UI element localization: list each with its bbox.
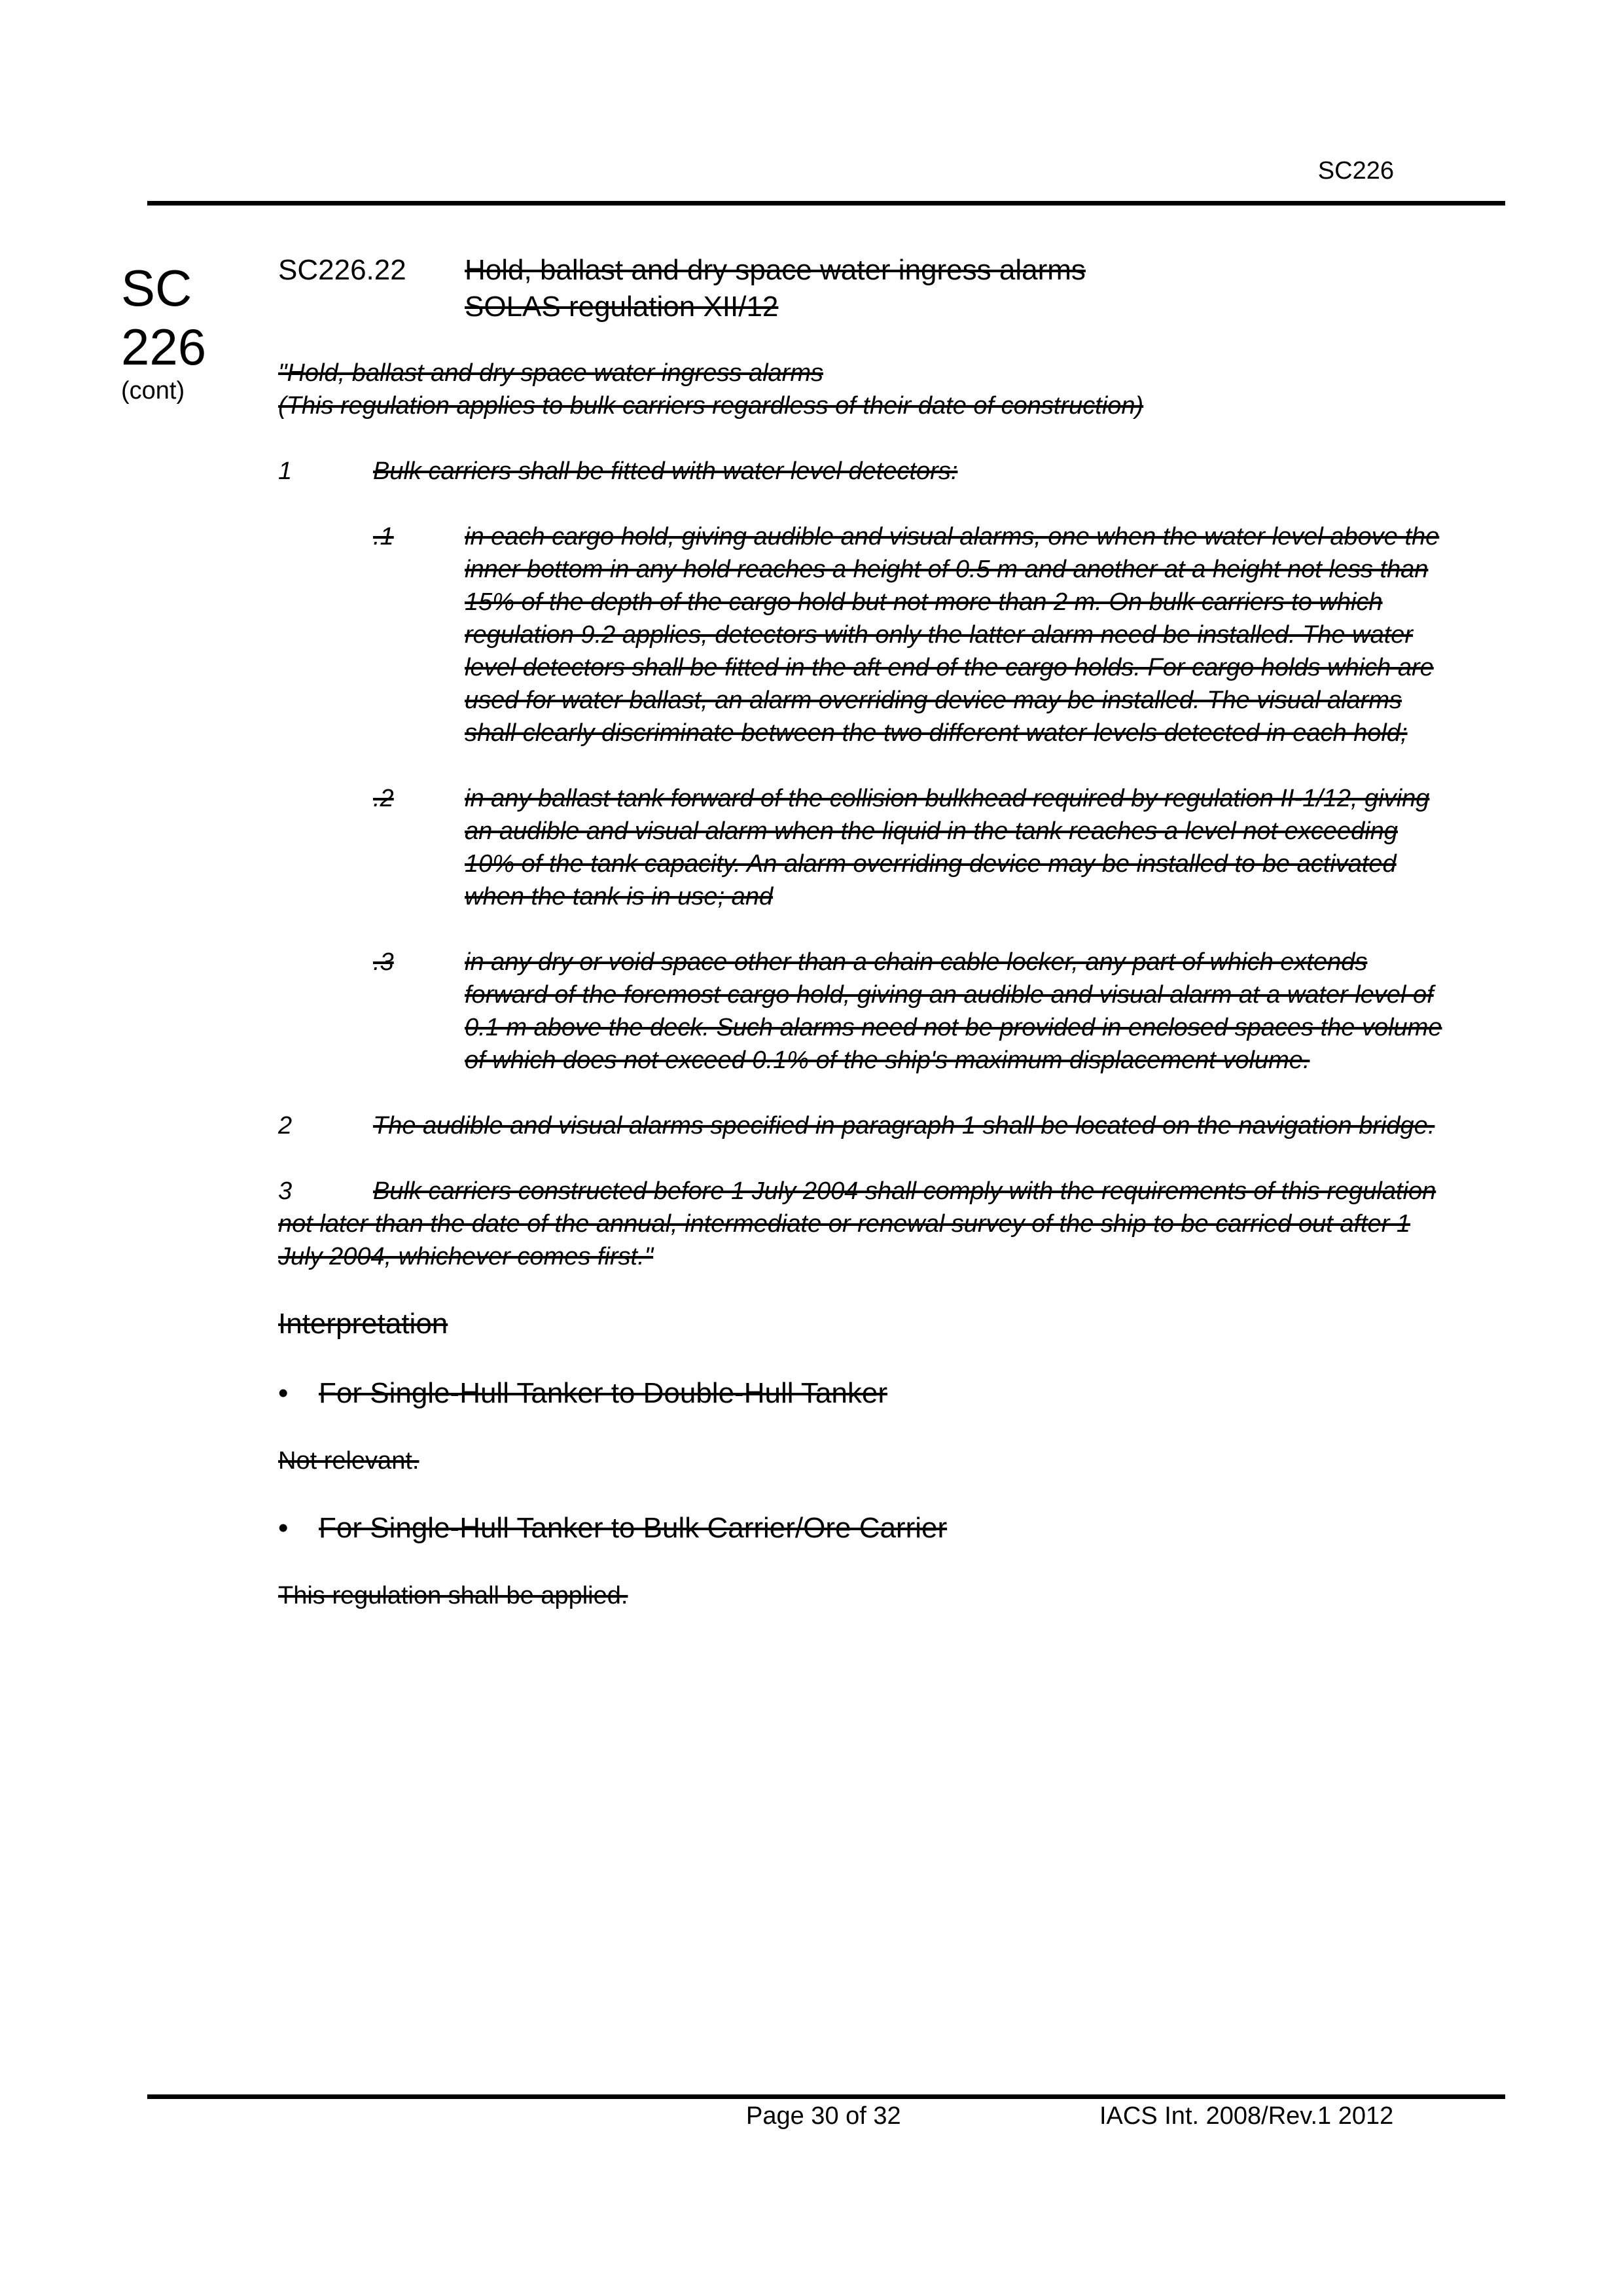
section-title-row bbox=[278, 252, 1453, 289]
quote-applies: (This regulation applies to bulk carriers regardless of their date of construction) bbox=[278, 392, 1144, 420]
bullet-item-2-text: For Single-Hull Tanker to Bulk Carrier/Ore Carrier bbox=[319, 1512, 948, 1544]
footer-page-number: Page 30 of 32 bbox=[746, 2102, 901, 2130]
sub-item-1 bbox=[373, 520, 1453, 749]
section-subtitle: SOLAS regulation XII/12 bbox=[465, 291, 779, 323]
sub-item-1-number: .1 bbox=[373, 523, 394, 550]
interpretation-heading: Interpretation bbox=[278, 1308, 448, 1340]
bullet-item-1-text: For Single-Hull Tanker to Double-Hull Tanker bbox=[319, 1377, 887, 1409]
sub-item-3-text: in any dry or void space other than a chain cable locker, any part of which extends forward of the foremost cargo hold, giving an audible and visual alarm at a water level of 0.1 m above the deck. Such alarms need not be provided in enclosed spaces the volume of which does not exceed 0.1% of the ship's maximum displacement volume. bbox=[465, 948, 1442, 1074]
side-label-number: 226 bbox=[121, 318, 207, 376]
paragraph-2 bbox=[278, 1109, 1453, 1142]
section-number: SC226.22 bbox=[278, 254, 406, 286]
header-rule bbox=[147, 201, 1505, 206]
bullet-item-1 bbox=[278, 1375, 1453, 1412]
footer-reference: IACS Int. 2008/Rev.1 2012 bbox=[1099, 2102, 1394, 2130]
sub-item-2-text: in any ballast tank forward of the collision bulkhead required by regulation II-1/12, giving an audible and visual alarm when the liquid in the tank reaches a level not exceeding 10% of the tank capacity. An alarm overriding device may be installed to be activated when the tank is in use; and bbox=[465, 785, 1430, 910]
interpretation-text-2: This regulation shall be applied. bbox=[278, 1582, 628, 1609]
bullet-icon: • bbox=[278, 1512, 289, 1544]
sub-item-2-number: .2 bbox=[373, 785, 394, 812]
bullet-icon: • bbox=[278, 1377, 289, 1409]
paragraph-1-text: Bulk carriers shall be fitted with water level detectors: bbox=[373, 457, 958, 485]
paragraph-2-number: 2 bbox=[278, 1112, 293, 1139]
bullet-item-2 bbox=[278, 1510, 1453, 1547]
paragraph-1 bbox=[278, 455, 1453, 488]
side-label-sc: SC bbox=[121, 259, 192, 317]
paragraph-3-text: Bulk carriers constructed before 1 July 2004 shall comply with the requirements of this regulation not later than the date of the annual, intermediate or renewal survey of the ship to be carried out after 1 July 2004, whichever comes first." bbox=[278, 1177, 1436, 1270]
paragraph-3 bbox=[278, 1175, 1453, 1273]
content bbox=[278, 252, 1453, 1612]
section-title: Hold, ballast and dry space water ingress alarms bbox=[465, 254, 1086, 286]
header-code: SC226 bbox=[1317, 157, 1394, 185]
sub-item-3 bbox=[373, 946, 1453, 1077]
quote-title: "Hold, ballast and dry space water ingress alarms bbox=[278, 359, 823, 387]
side-label-cont: (cont) bbox=[121, 377, 185, 404]
interpretation-text-1: Not relevant. bbox=[278, 1447, 419, 1475]
paragraph-3-number: 3 bbox=[278, 1177, 293, 1205]
paragraph-2-text: The audible and visual alarms specified in paragraph 1 shall be located on the navigation bridge. bbox=[373, 1112, 1435, 1139]
side-label bbox=[121, 259, 239, 405]
footer-rule bbox=[147, 2094, 1505, 2099]
sub-item-3-number: .3 bbox=[373, 948, 394, 976]
sub-item-1-text: in each cargo hold, giving audible and visual alarms, one when the water level above the inner bottom in any hold reaches a height of 0.5 m and another at a height not less than 15% of the depth of the cargo hold but not more than 2 m. On bulk carriers to which regulation 9.2 applies, detectors with only the latter alarm need be installed. The water level detectors shall be fitted in the aft end of the cargo holds. For cargo holds which are used for water ballast, an alarm overriding device may be installed. The visual alarms shall clearly discriminate between the two different water levels detected in each hold; bbox=[465, 523, 1440, 747]
paragraph-1-number: 1 bbox=[278, 457, 293, 485]
sub-item-2 bbox=[373, 782, 1453, 913]
section-subtitle-row bbox=[278, 289, 1453, 325]
